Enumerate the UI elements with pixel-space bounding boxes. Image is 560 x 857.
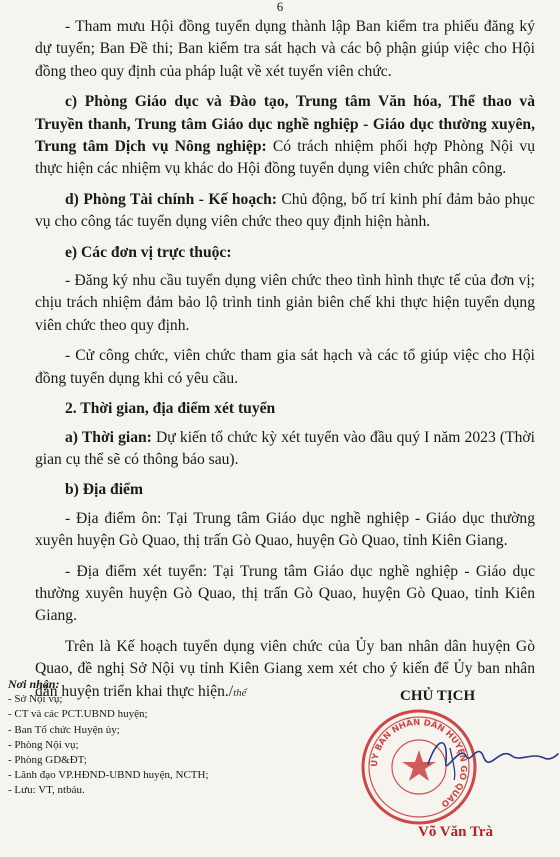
signer-title: CHỦ TỊCH — [400, 688, 476, 704]
heading-d: d) Phòng Tài chính - Kế hoạch: — [65, 190, 277, 208]
paragraph-1 — [35, 16, 535, 83]
handwritten-signature-icon — [420, 726, 560, 786]
paragraph-b2-text: - Địa điểm xét tuyển: Tại Trung tâm Giáo dục nghề nghiệp - Giáo dục thường xuyên huyện Gò Quao, thị trấn Gò Quao, huyện Gò Quao, tỉnh Kiên Giang. — [35, 562, 535, 625]
recipients-heading: Nơi nhận: — [8, 677, 60, 691]
paragraph-d-text: Chủ động, bố trí kinh phí đảm bảo phục vụ cho công tác tuyển dụng viên chức theo quy định hiện hành. — [35, 190, 535, 231]
seal-text: ỦY BAN NHÂN DÂN HUYỆN GÒ QUAO — [369, 717, 469, 809]
recipient-item: - Lãnh đạo VP.HĐND-UBND huyện, NCTH; — [8, 769, 209, 782]
heading-e: e) Các đơn vị trực thuộc: — [65, 243, 232, 261]
document-body — [35, 16, 535, 712]
paragraph-e2 — [35, 345, 535, 390]
paragraph-e2-text: - Cử công chức, viên chức tham gia sát hạch và các tổ giúp việc cho Hội đồng tuyển dụng khi có yêu cầu. — [35, 347, 535, 387]
recipient-item: - Phòng Nội vụ; — [8, 738, 79, 751]
paragraph-a — [35, 427, 535, 472]
paragraph-1-text: - Tham mưu Hội đồng tuyển dụng thành lập Ban kiểm tra phiếu đăng ký dự tuyển; Ban Đề thi; Ban kiểm tra sát hạch và các bộ phận giúp việc cho Hội đồng theo quy định của pháp luật về xét tuyển viên chức. — [35, 18, 535, 80]
heading-2: 2. Thời gian, địa điểm xét tuyển — [65, 400, 276, 418]
signature-block — [360, 688, 560, 857]
paragraph-c-text: Có trách nhiệm phối hợp Phòng Nội vụ thực hiện các nhiệm vụ khác do Hội đồng tuyển dụng viên chức phân công. — [35, 138, 535, 178]
section-2-heading — [35, 398, 535, 420]
recipient-item: - Sở Nội vụ; — [8, 693, 63, 706]
signer-name: Võ Văn Trà — [418, 824, 494, 840]
heading-a: a) Thời gian: — [65, 428, 152, 446]
recipient-item: - Phòng GD&ĐT; — [8, 754, 87, 767]
heading-b: b) Địa điểm — [65, 481, 143, 499]
paragraph-b2 — [35, 561, 535, 628]
paragraph-a-text: Dự kiến tổ chức kỳ xét tuyển vào đầu quý I năm 2023 (Thời gian cụ thể sẽ có thông báo sau). — [35, 428, 535, 468]
page-number: 6 — [276, 0, 284, 14]
handwritten-initials: thể — [233, 686, 247, 699]
paragraph-b1 — [35, 508, 535, 553]
paragraph-e — [35, 242, 535, 264]
paragraph-d — [35, 189, 535, 234]
recipients-list — [8, 677, 308, 799]
paragraph-b1-text: - Địa điểm ôn: Tại Trung tâm Giáo dục nghề nghiệp - Giáo dục thường xuyên huyện Gò Quao, thị trấn Gò Quao, huyện Gò Quao, tỉnh Kiên Giang. — [35, 509, 535, 550]
paragraph-e1-text: - Đăng ký nhu cầu tuyển dụng viên chức theo tình hình thực tế của đơn vị; chịu trách nhiệm đảm bảo lộ trình tinh giản biên chế khi thực hiện tuyển dụng viên chức theo quy định. — [35, 272, 535, 334]
recipient-item: - CT và các PCT.UBND huyện; — [8, 708, 148, 721]
closing-text: Trên là Kế hoạch tuyển dụng viên chức của Ủy ban nhân dân huyện Gò Quao, đề nghị Sở Nội vụ tỉnh Kiên Giang xem xét cho ý kiến để Ủy ban nhân dân huyện triển khai thực hiện./ — [35, 637, 535, 700]
paragraph-e1 — [35, 270, 535, 337]
recipient-item: - Ban Tổ chức Huyện ủy; — [8, 723, 120, 736]
heading-c: c) Phòng Giáo dục và Đào tạo, Trung tâm Văn hóa, Thể thao và Truyền thanh, Trung tâm Giáo dục nghề nghiệp - Giáo dục thường xuyên, Trung tâm Dịch vụ Nông nghiệp: — [35, 93, 535, 156]
paragraph-b — [35, 479, 535, 501]
paragraph-c — [35, 91, 535, 181]
recipient-item: - Lưu: VT, ntbáu. — [8, 784, 85, 797]
